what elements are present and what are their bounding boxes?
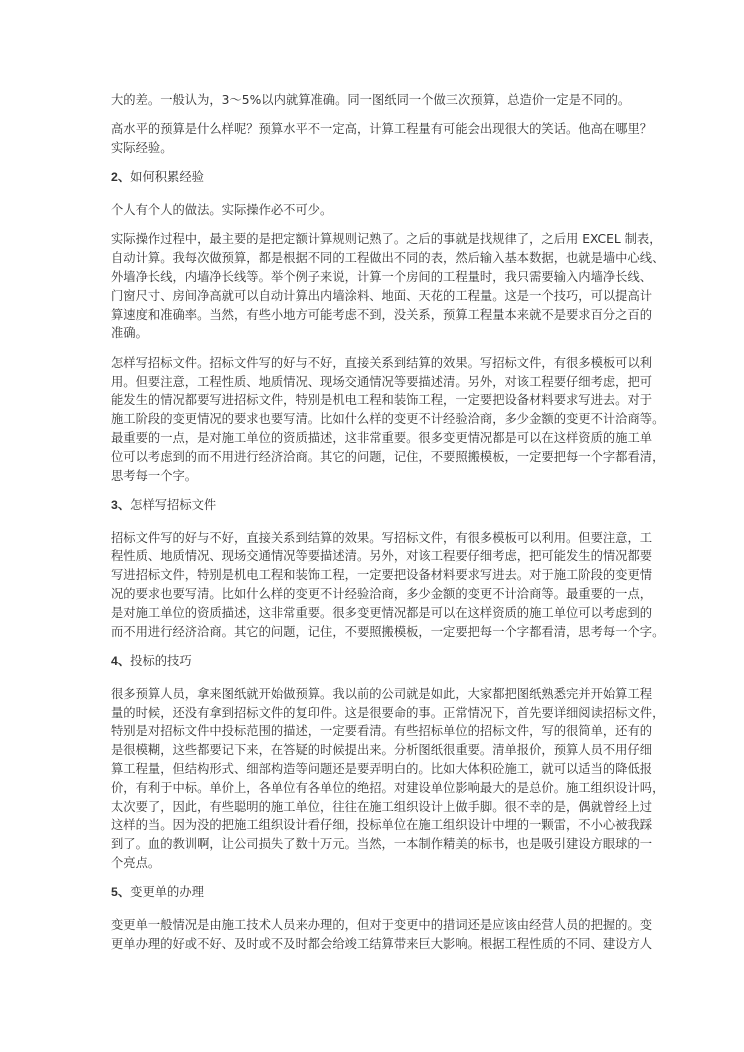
paragraph [111,91,641,110]
text-line: 是很模糊，这些都要记下来，在答疑的时候提出来。分析图纸很重要。清单报价，预算人员不用仔细 [111,743,653,758]
text-line: 写进招标文件，特别是机电工程和装饰工程，一定要把设备材料要求写进去。对于施工阶段的变更情 [111,568,653,583]
text-line: 个亮点。 [111,855,161,870]
text-line: 量的时候，还没有拿到招标文件的复印件。这是很要命的事。正常情况下，首先要详细阅读招标文件， [111,705,665,720]
text-line: 施工阶段的变更情况的要求也要写清。比如什么样的变更不计经验洽商，多少金额的变更不计洽商等。 [111,412,665,427]
section-number: 3、 [111,497,131,512]
text-line: 大的差。一般认为，3～5%以内就算准确。同一图纸同一个做三次预算，总造价一定是不同的。 [111,93,631,107]
text-line: 实际经验。 [111,141,173,156]
section-title: 变更单的办理 [130,885,204,900]
text-line: 自动计算。我每次做预算，都是根据不同的工程做出不同的表，然后输入基本数据，也就是墙中心线、 [111,251,665,266]
text-line: 个人有个人的做法。实际操作必不可少。 [111,203,333,218]
section-heading [111,168,641,187]
text-line: 很多预算人员，拿来图纸就开始做预算。我以前的公司就是如此，大家都把图纸熟悉完并开始算工程 [111,686,653,701]
text-line: 到了。血的教训啊，让公司损失了数十万元。当然，一本制作精美的标书，也是吸引建设方眼球的一 [111,837,653,852]
paragraph [111,685,665,873]
section-heading [111,883,641,902]
text-line: 是对施工单位的资质描述，这非常重要。很多变更情况都是可以在这样资质的施工单位可以考虑到的 [111,605,653,620]
text-line: 价，有利于中标。单价上，各单位有各单位的绝招。对建设单位影响最大的是总价。施工组织设计吗， [111,780,665,795]
text-line: 怎样写招标文件。招标文件写的好与不好，直接关系到结算的效果。写招标文件，有很多模板可以利 [111,355,653,370]
text-line: 太次要了，因此，有些聪明的施工单位，往往在施工组织设计上做手脚。很不幸的是，偶就曾经上过 [111,799,653,814]
text-line: 这样的当。因为没的把施工组织设计看仔细，投标单位在施工组织设计中埋的一颗雷，不小心被我踩 [111,818,653,833]
text-line: 准确。 [111,326,148,341]
text-line: 程性质、地质情况、现场交通情况等要描述清。另外，对该工程要仔细考虑，把可能发生的情况都要 [111,549,653,564]
document-body [111,91,665,964]
paragraph [111,916,653,954]
section-heading [111,496,641,515]
section-heading [111,652,641,671]
text-line: 更单办理的好或不好、及时或不及时都会给竣工结算带来巨大影响。根据工程性质的不同、建设方人 [111,936,653,951]
text-line: 招标文件写的好与不好，直接关系到结算的效果。写招标文件，有很多模板可以利用。但要注意，工 [111,530,653,545]
text-line: 况的要求也要写清。比如什么样的变更不计经验洽商，多少金额的变更不计洽商等。最重要的一点， [111,587,653,602]
section-number: 4、 [111,653,131,668]
text-line: 变更单一般情况是由施工技术人员来办理的，但对于变更中的措词还是应该由经营人员的把握的。变 [111,917,653,932]
section-title: 怎样写招标文件 [130,497,217,512]
text-line: 而不用进行经济洽商。其它的问题，记住，不要照搬模板，一定要把每一个字都看清，思考每一个字。 [111,624,665,639]
text-line: 能发生的情况都要写进招标文件，特别是机电工程和装饰工程，一定要把设备材料要求写进去。对于 [111,393,653,408]
paragraph [111,201,641,220]
paragraph [111,354,665,486]
text-line: 外墙净长线，内墙净长线等。举个例子来说，计算一个房间的工程量时，我只需要输入内墙净长线、 [111,270,653,285]
text-line: 门窗尺寸、房间净高就可以自动计算出内墙涂料、地面、天花的工程量。这是一个技巧，可以提高计 [111,288,653,303]
text-line: 用。但要注意，工程性质、地质情况、现场交通情况等要描述清。另外，对该工程要仔细考虑，把可 [111,374,653,389]
text-line: 算速度和准确率。当然，有些小地方可能考虑不到，没关系，预算工程量本来就不是要求百分之百的 [111,307,653,322]
text-line: 最重要的一点，是对施工单位的资质描述，这非常重要。很多变更情况都是可以在这样资质的施工单 [111,430,653,445]
section-title: 投标的技巧 [130,653,192,668]
section-number: 2、 [111,170,131,185]
paragraph [111,230,665,343]
paragraph [111,529,665,642]
text-line: 高水平的预算是什么样呢？预算水平不一定高，计算工程量有可能会出现很大的笑话。他高在哪里？ [111,122,653,137]
section-title: 如何积累经验 [130,170,204,185]
text-line: 实际操作过程中，最主要的是把定额计算规则记熟了。之后的事就是找规律了，之后用 EXCEL 制表， [111,232,662,247]
text-line: 位可以考虑到的而不用进行经济洽商。其它的问题，记住，不要照搬模板，一定要把每一个字都看清， [111,449,665,464]
paragraph [111,120,653,158]
text-line: 算工程量，但结构形式、细部构造等问题还是要弄明白的。比如大体积砼施工，就可以适当的降低报 [111,761,653,776]
text-line: 特别是对招标文件中投标范围的描述，一定要看清。有些招标单位的招标文件，写的很简单，还有的 [111,724,653,739]
text-line: 思考每一个字。 [111,468,198,483]
section-number: 5、 [111,885,131,900]
